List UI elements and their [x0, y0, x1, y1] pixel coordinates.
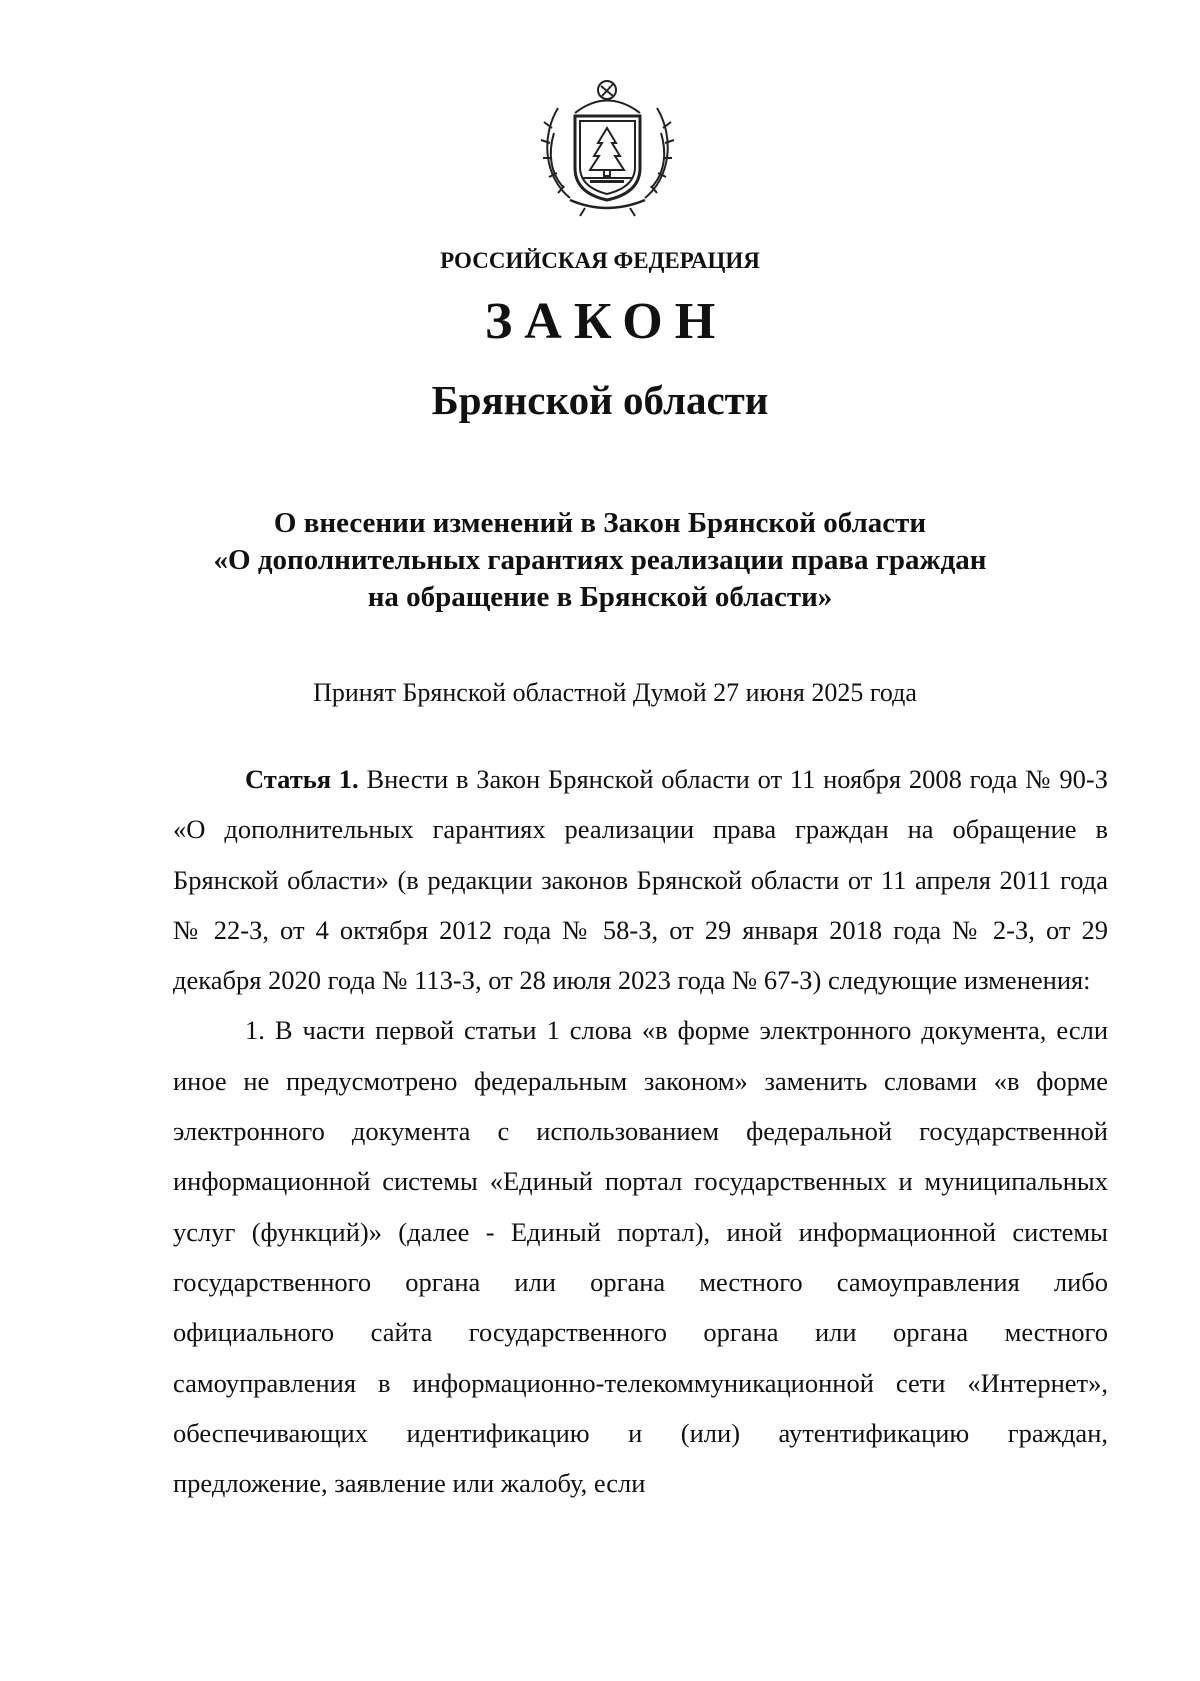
law-title-line: «О дополнительных гарантиях реализации права граждан — [213, 544, 987, 576]
document-type: ЗАКОН — [484, 293, 728, 350]
adoption-statement: Принят Брянской областной Думой 27 июня 2025 года — [313, 678, 917, 707]
article-1-label: Статья 1. — [245, 764, 359, 794]
law-title-line: О внесении изменений в Закон Брянской области — [273, 507, 927, 539]
bryansk-coat-of-arms-icon — [530, 68, 685, 218]
law-title — [0, 505, 1200, 616]
region-name: Брянской области — [431, 377, 769, 423]
article-1-paragraph — [173, 754, 1108, 1005]
article-1-text: Внести в Закон Брянской области от 11 ноября 2008 года № 90-З «О дополнительных гарантиях реализации права граждан на обращение в Брянской области» (в редакции законов Брянской области от 11 апреля 2011 года № 22-З, от 4 октября 2012 года № 58-З, от 29 января 2018 года № 2-З, от 29 декабря 2020 года № 113-З, от 28 июля 2023 года № 67-З) следующие изменения: — [173, 764, 1109, 996]
item-1-paragraph: 1. В части первой статьи 1 слова «в форме электронного документа, если иное не предусмотрено федеральным законом» заменить словами «в форме электронного документа с использованием федеральной государственной информационной системы «Единый портал государственных и муниципальных услуг (функций)» (далее - Единый портал), иной информационной системы государственного органа или органа местного самоуправления либо официального сайта государственного органа или органа местного самоуправления в информационно-телекоммуникационной сети «Интернет», обеспечивающих идентификацию и (или) аутентификацию граждан, предложение, заявление или жалобу, если — [173, 1015, 1108, 1499]
law-title-line: на обращение в Брянской области» — [367, 581, 833, 613]
country-name: РОССИЙСКАЯ ФЕДЕРАЦИЯ — [440, 248, 760, 273]
law-body — [173, 754, 1108, 1508]
